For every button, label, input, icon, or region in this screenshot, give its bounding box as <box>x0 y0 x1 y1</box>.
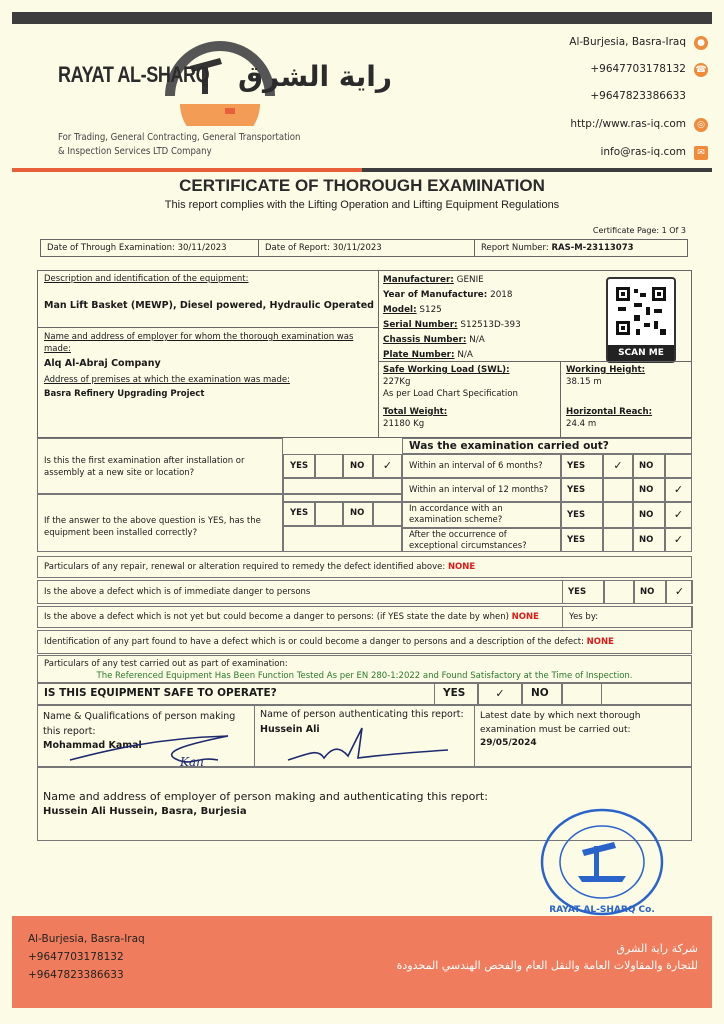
immediate-yes-box[interactable] <box>604 580 634 604</box>
installed-yes-box[interactable] <box>315 502 343 526</box>
test-row <box>37 655 692 683</box>
interval-6-no: NO <box>633 454 665 478</box>
maker-signature <box>68 730 268 768</box>
interval-6-no-box[interactable] <box>665 454 692 478</box>
certificate-title: CERTIFICATE OF THOROUGH EXAMINATION <box>179 176 545 195</box>
immediate-danger-row <box>37 580 692 604</box>
future-danger-row <box>37 606 692 628</box>
authenticator-label: Name of person authenticating this report: <box>260 709 464 720</box>
next-exam-label: Latest date by which next thorough examination must be carried out: <box>480 711 641 735</box>
exam-date-value: 30/11/2023 <box>177 243 227 253</box>
report-employer-value: Hussein Ali Hussein, Basra, Burjesia <box>43 806 247 817</box>
weight-label: Total Weight: <box>383 407 448 417</box>
chassis-value: N/A <box>469 335 485 345</box>
installed-no: NO <box>343 502 373 526</box>
equipment-description-label: Description and identification of the equipment: <box>44 274 249 284</box>
repair-row <box>37 556 692 578</box>
first-exam-yes: YES <box>283 454 315 478</box>
first-exam-no: NO <box>343 454 373 478</box>
serial-value: S12513D-393 <box>460 320 521 330</box>
examination-questions <box>37 438 692 552</box>
company-name: RAYAT AL-SHARQ <box>58 62 210 87</box>
scan-me-label: SCAN ME <box>608 345 674 361</box>
blank-cell <box>283 478 402 494</box>
interval-12-no: NO <box>633 478 665 502</box>
premises-value: Basra Refinery Upgrading Project <box>44 389 205 399</box>
exam-heading: Was the examination carried out? <box>402 438 692 454</box>
plate-value: N/A <box>457 350 473 360</box>
report-employer-label: Name and address of employer of person making and authenticating this report: <box>43 790 488 803</box>
svg-text:Kan: Kan <box>180 755 204 768</box>
test-value: The Referenced Equipment Has Been Function Tested As per EN 280-1:2022 and Found Satisfactory at the Time of Inspection. <box>96 671 633 681</box>
immediate-danger-label: Is the above a defect which is of immediate danger to persons <box>44 587 311 597</box>
scheme-yes-box[interactable] <box>603 502 633 528</box>
swl-note: As per Load Chart Specification <box>383 389 518 399</box>
swl-label: Safe Working Load (SWL): <box>383 365 510 375</box>
report-maker-value: Mohammad Kamal <box>43 740 142 751</box>
next-exam-value: 29/05/2024 <box>480 738 537 748</box>
future-danger-value: NONE <box>511 612 539 622</box>
footer-address: Al-Burjesia, Basra-Iraq <box>28 933 145 945</box>
interval-6-yes-check[interactable]: ✓ <box>603 454 633 478</box>
blank-cell <box>283 526 402 552</box>
header-divider <box>12 168 712 172</box>
immediate-no: NO <box>634 580 666 604</box>
interval-12-yes: YES <box>561 478 603 502</box>
future-danger-label: Is the above a defect which is not yet but could become a danger to persons: (if YES state the date by when) <box>44 612 509 622</box>
working-height-label: Working Height: <box>566 365 646 375</box>
test-label: Particulars of any test carried out as part of examination: <box>44 659 288 669</box>
company-stamp <box>538 806 666 918</box>
installed-no-box[interactable] <box>373 502 402 526</box>
first-exam-yes-box[interactable] <box>315 454 343 478</box>
manufacturer-value: GENIE <box>456 275 484 285</box>
scheme-yes: YES <box>561 502 603 528</box>
footer-phone-1[interactable]: +9647703178132 <box>28 951 124 963</box>
qr-code[interactable] <box>606 277 676 363</box>
contact-email[interactable]: info@ras-iq.com ✉ <box>600 146 686 158</box>
model-value: S125 <box>419 305 442 315</box>
swl-value: 227Kg <box>383 377 411 387</box>
yes-by-field[interactable]: Yes by: <box>562 606 693 628</box>
top-bar <box>12 12 712 24</box>
company-name-arabic: راية الشرق <box>238 60 393 93</box>
safe-yes: YES <box>434 683 478 705</box>
web-icon: ◎ <box>694 118 708 132</box>
certificate-page: Certificate Page: 1 Of 3 <box>592 226 686 235</box>
identification-label: Identification of any part found to have a defect which is or could become a danger to persons and a description of the defect: <box>44 637 584 647</box>
year-value: 2018 <box>490 290 513 300</box>
interval-12-yes-box[interactable] <box>603 478 633 502</box>
first-exam-no-check[interactable]: ✓ <box>373 454 402 478</box>
equipment-section <box>37 270 692 438</box>
exceptional-yes-box[interactable] <box>603 528 633 552</box>
repair-value: NONE <box>447 562 476 572</box>
exceptional-no: NO <box>633 528 665 552</box>
exceptional-no-check[interactable]: ✓ <box>665 528 692 552</box>
premises-label: Address of premises at which the examination was made: <box>44 375 290 385</box>
safe-to-operate-label: IS THIS EQUIPMENT SAFE TO OPERATE? <box>44 687 277 699</box>
exceptional-label: After the occurrence of exceptional circumstances? <box>402 528 561 552</box>
authenticator-value: Hussein Ali <box>260 724 320 735</box>
chassis-label: Chassis Number: <box>383 335 467 345</box>
footer-arabic-tagline: للتجارة والمقاولات العامة والنقل العام والفحص الهندسي المحدودة <box>396 959 698 972</box>
repair-label: Particulars of any repair, renewal or alteration required to remedy the defect identified above: <box>44 562 446 572</box>
contact-address: Al-Burjesia, Basra-Iraq ● <box>569 36 686 48</box>
first-exam-question: Is this the first examination after installation or assembly at a new site or location? <box>37 438 283 494</box>
safe-no-box[interactable] <box>562 683 602 705</box>
weight-value: 21180 Kg <box>383 419 425 429</box>
scheme-label: In accordance with an examination scheme? <box>402 502 561 528</box>
stamp-text: RAYAT AL-SHARQ Co. <box>549 905 655 915</box>
footer-arabic <box>397 940 698 974</box>
safe-to-operate-row <box>37 683 692 705</box>
signature-row <box>37 705 692 767</box>
identification-value: NONE <box>586 637 614 647</box>
contact-website[interactable]: http://www.ras-iq.com ◎ <box>570 118 686 130</box>
safe-no: NO <box>522 683 562 705</box>
footer-phone-2[interactable]: +9647823386633 <box>28 969 124 981</box>
report-date-label: Date of Report: <box>265 243 330 253</box>
report-maker-label: Name & Qualifications of person making this report: <box>43 711 236 737</box>
interval-6-label: Within an interval of 6 months? <box>402 454 561 478</box>
installed-yes: YES <box>283 502 315 526</box>
location-icon: ● <box>694 36 708 50</box>
interval-6-yes: YES <box>561 454 603 478</box>
installed-correctly-question: If the answer to the above question is YES, has the equipment been installed correctly? <box>37 494 283 552</box>
report-number-label: Report Number: <box>481 243 549 253</box>
interval-12-label: Within an interval of 12 months? <box>402 478 561 502</box>
footer-contacts <box>28 930 145 984</box>
horizontal-reach-value: 24.4 m <box>566 419 597 429</box>
phone-icon: ☎ <box>695 65 707 75</box>
employer-value: Alq Al-Abraj Company <box>44 358 161 369</box>
serial-label: Serial Number: <box>383 320 458 330</box>
model-label: Model: <box>383 305 417 315</box>
authenticator-signature <box>278 724 458 766</box>
contact-phone-2[interactable]: +9647823386633 <box>590 90 686 102</box>
report-date-value: 30/11/2023 <box>332 243 382 253</box>
mail-icon: ✉ <box>694 146 708 160</box>
immediate-no-check[interactable]: ✓ <box>666 580 693 604</box>
horizontal-reach-label: Horizontal Reach: <box>566 407 653 417</box>
equipment-description-value: Man Lift Basket (MEWP), Diesel powered, Hydraulic Operated <box>44 300 374 311</box>
interval-12-no-check[interactable]: ✓ <box>665 478 692 502</box>
dates-row <box>40 239 688 257</box>
blank-cell <box>283 494 402 502</box>
plate-label: Plate Number: <box>383 350 455 360</box>
footer-arabic-name: شركة راية الشرق <box>616 942 698 955</box>
immediate-yes: YES <box>562 580 604 604</box>
report-number-value: RAS-M-23113073 <box>551 243 634 253</box>
manufacturer-label: Manufacturer: <box>383 275 454 285</box>
scheme-no: NO <box>633 502 665 528</box>
contact-phone-1[interactable]: +9647703178132 ☎ <box>590 63 707 75</box>
identification-row <box>37 630 692 654</box>
scheme-no-check[interactable]: ✓ <box>665 502 692 528</box>
exam-date-label: Date of Through Examination: <box>47 243 175 253</box>
exceptional-yes: YES <box>561 528 603 552</box>
working-height-value: 38.15 m <box>566 377 602 387</box>
certificate-subtitle: This report complies with the Lifting Operation and Lifting Equipment Regulations <box>164 199 560 211</box>
year-label: Year of Manufacture: <box>383 290 488 300</box>
company-tagline: For Trading, General Contracting, General Transportation & Inspection Services LTD Company <box>58 132 301 157</box>
employer-label: Name and address of employer for whom the thorough examination was made: <box>44 332 354 354</box>
safe-yes-check[interactable]: ✓ <box>478 683 522 705</box>
